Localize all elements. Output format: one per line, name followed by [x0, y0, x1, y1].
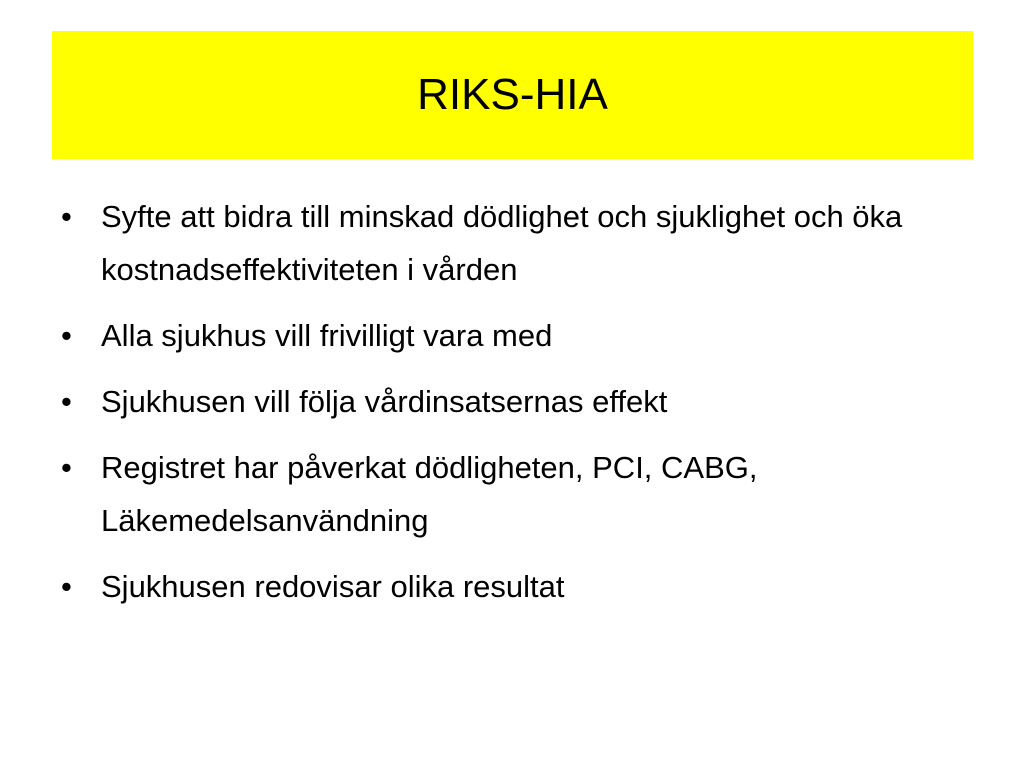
bullet-dot-icon: • — [61, 384, 72, 419]
bullet-dot-icon: • — [61, 569, 72, 604]
bullet-text: Sjukhusen redovisar olika resultat — [101, 569, 565, 604]
bullet-text: Sjukhusen vill följa vårdinsatsernas effekt — [101, 384, 668, 419]
bullet-dot-icon: • — [61, 450, 72, 485]
bullet-item — [58, 441, 988, 547]
bullet-item — [58, 375, 988, 428]
bullet-item — [58, 190, 988, 296]
bullet-text: Registret har påverkat dödligheten, PCI, CABG, Läkemedelsanvändning — [101, 450, 758, 538]
bullet-text: Alla sjukhus vill frivilligt vara med — [101, 318, 553, 353]
bullet-dot-icon: • — [61, 318, 72, 353]
bullet-dot-icon: • — [61, 199, 72, 234]
bullet-item — [58, 309, 988, 362]
bullet-text: Syfte att bidra till minskad dödlighet och sjuklighet och öka kostnadseffektiviteten i vården — [101, 199, 903, 287]
bullet-list — [58, 190, 988, 626]
slide-title: RIKS-HIA — [417, 70, 608, 119]
title-banner — [52, 31, 973, 159]
bullet-item — [58, 560, 988, 613]
